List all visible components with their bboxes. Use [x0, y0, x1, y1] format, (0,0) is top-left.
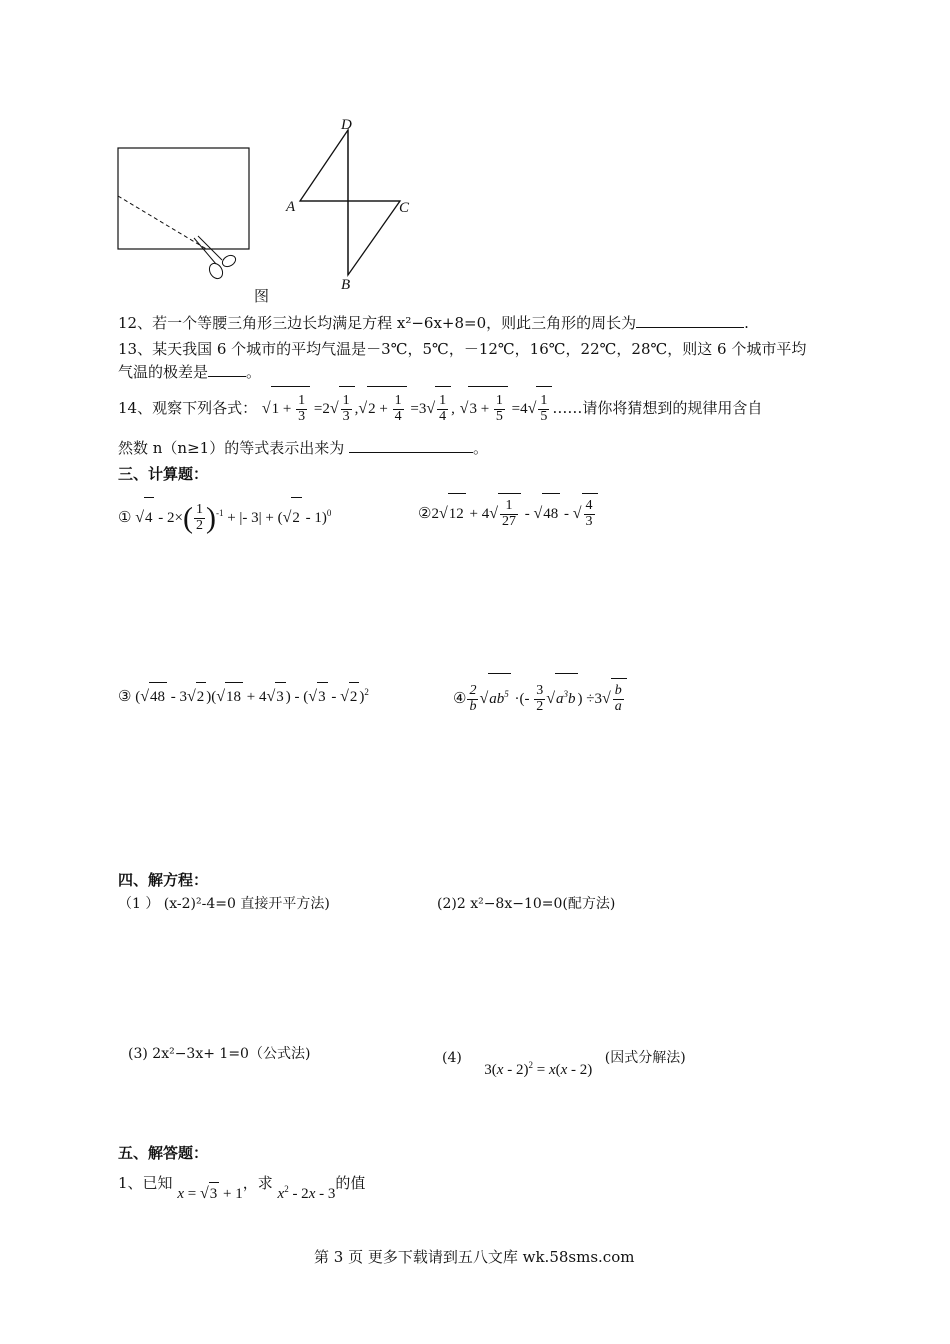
equation-1: （1 ） (x-2)²-4=0 直接开平方法) [118, 896, 330, 912]
calc-problem-4: ④ $\frac{2}{b}$ $√ab^5$ ·(- $\frac{3}{2}$ $√a^3b$ ) ÷3√ $\frac{b}{a}$ [453, 673, 627, 719]
kite-label-d: D [341, 117, 352, 133]
calc-problem-3: ③ (√48 - 3√2 )(√18 + 4√3 ) - (√3 - √2 )$^2$ [118, 678, 369, 711]
q12-text: 12、若一个等腰三角形三边长均满足方程 x²−6x+8=0，则此三角形的周长为 [118, 314, 637, 332]
calc-problem-1: ① √4 - 2×( $\frac{1}{2}$ )$^{-1}$ + |- 3| + (√2 - 1)$^0$ [118, 493, 331, 539]
question-12 [118, 312, 749, 333]
figure-caption: 图 [254, 287, 270, 305]
page-footer: 第 3 页 更多下载请到五八文库 wk.58sms.com [314, 1248, 635, 1266]
equation-4-label: (4) [442, 1050, 462, 1066]
scissors-icon [194, 236, 238, 281]
calc-1-label: ① [118, 510, 132, 526]
equation-3: (3) 2x²−3x+ 1=0（公式法) [128, 1046, 311, 1062]
q14-formula-1: √1 + $\frac{1}{3}$ =2√ $\frac{1}{3}$ , [262, 401, 359, 417]
equation-2: (2)2 x²−8x−10=0(配方法) [437, 896, 616, 912]
kite-outline [300, 130, 400, 275]
kite-label-b: B [341, 277, 351, 293]
question-14-line1 [118, 386, 762, 431]
q14-tail: ……请你将猜想到的规律用含自 [552, 399, 763, 417]
aq1-given: x = √3 + 1 [177, 1186, 242, 1202]
cut-dashed-line [118, 196, 208, 250]
q14-formula-3: √3 + $\frac{1}{5}$ =4√ $\frac{1}{5}$ [460, 401, 553, 417]
q14-prefix: 14、观察下列各式： [118, 399, 258, 417]
question-13-line2 [118, 361, 261, 382]
question-13-line1: 13、某天我国 6 个城市的平均气温是－3℃，5℃，－12℃，16℃，22℃，28℃，则这 6 个城市平均 [118, 340, 807, 358]
aq1-mid: ，求 [242, 1174, 273, 1192]
q14-formula-2: √2 + $\frac{1}{4}$ =3√ $\frac{1}{4}$ , [358, 401, 455, 417]
q14-end: 。 [472, 439, 488, 457]
kite-label-a: A [286, 199, 296, 215]
q14-blank [349, 452, 473, 453]
equation-4-method: (因式分解法) [604, 1050, 686, 1066]
calc-4-label: ④ [453, 691, 467, 707]
paper-rectangle [118, 148, 249, 249]
rectangle-scissors-figure [110, 140, 260, 290]
q13-end: 。 [246, 363, 262, 381]
equation-4 [442, 1043, 686, 1078]
q12-end: . [744, 314, 749, 332]
aq1-end: 的值 [335, 1174, 366, 1192]
q14-line2-text: 然数 n（n≥1）的等式表示出来为 [118, 439, 345, 457]
q13-text: 气温的极差是 [118, 363, 209, 381]
calc-2-label: ② [418, 506, 432, 522]
aq1-prefix: 1、已知 [118, 1174, 173, 1192]
section4-heading: 四、解方程： [118, 871, 209, 889]
section5-heading: 五、解答题： [118, 1144, 209, 1162]
q12-blank [636, 327, 744, 328]
aq1-expr: $x^2 - 2x - 3$ [277, 1184, 336, 1202]
calc-3-label: ③ [118, 689, 132, 705]
equation-4-formula: 3(x - 2)$^2$ = x(x - 2) [484, 1060, 593, 1078]
kite-label-c: C [399, 200, 410, 216]
answer-question-1 [118, 1168, 366, 1202]
section3-heading: 三、计算题： [118, 465, 209, 483]
q13-blank [208, 376, 246, 377]
calc-problem-2: ②2√12 + 4√ $\frac{1}{27}$ - √48 - √ $\frac{4}{3}$ [418, 493, 598, 534]
question-14-line2 [118, 437, 488, 458]
